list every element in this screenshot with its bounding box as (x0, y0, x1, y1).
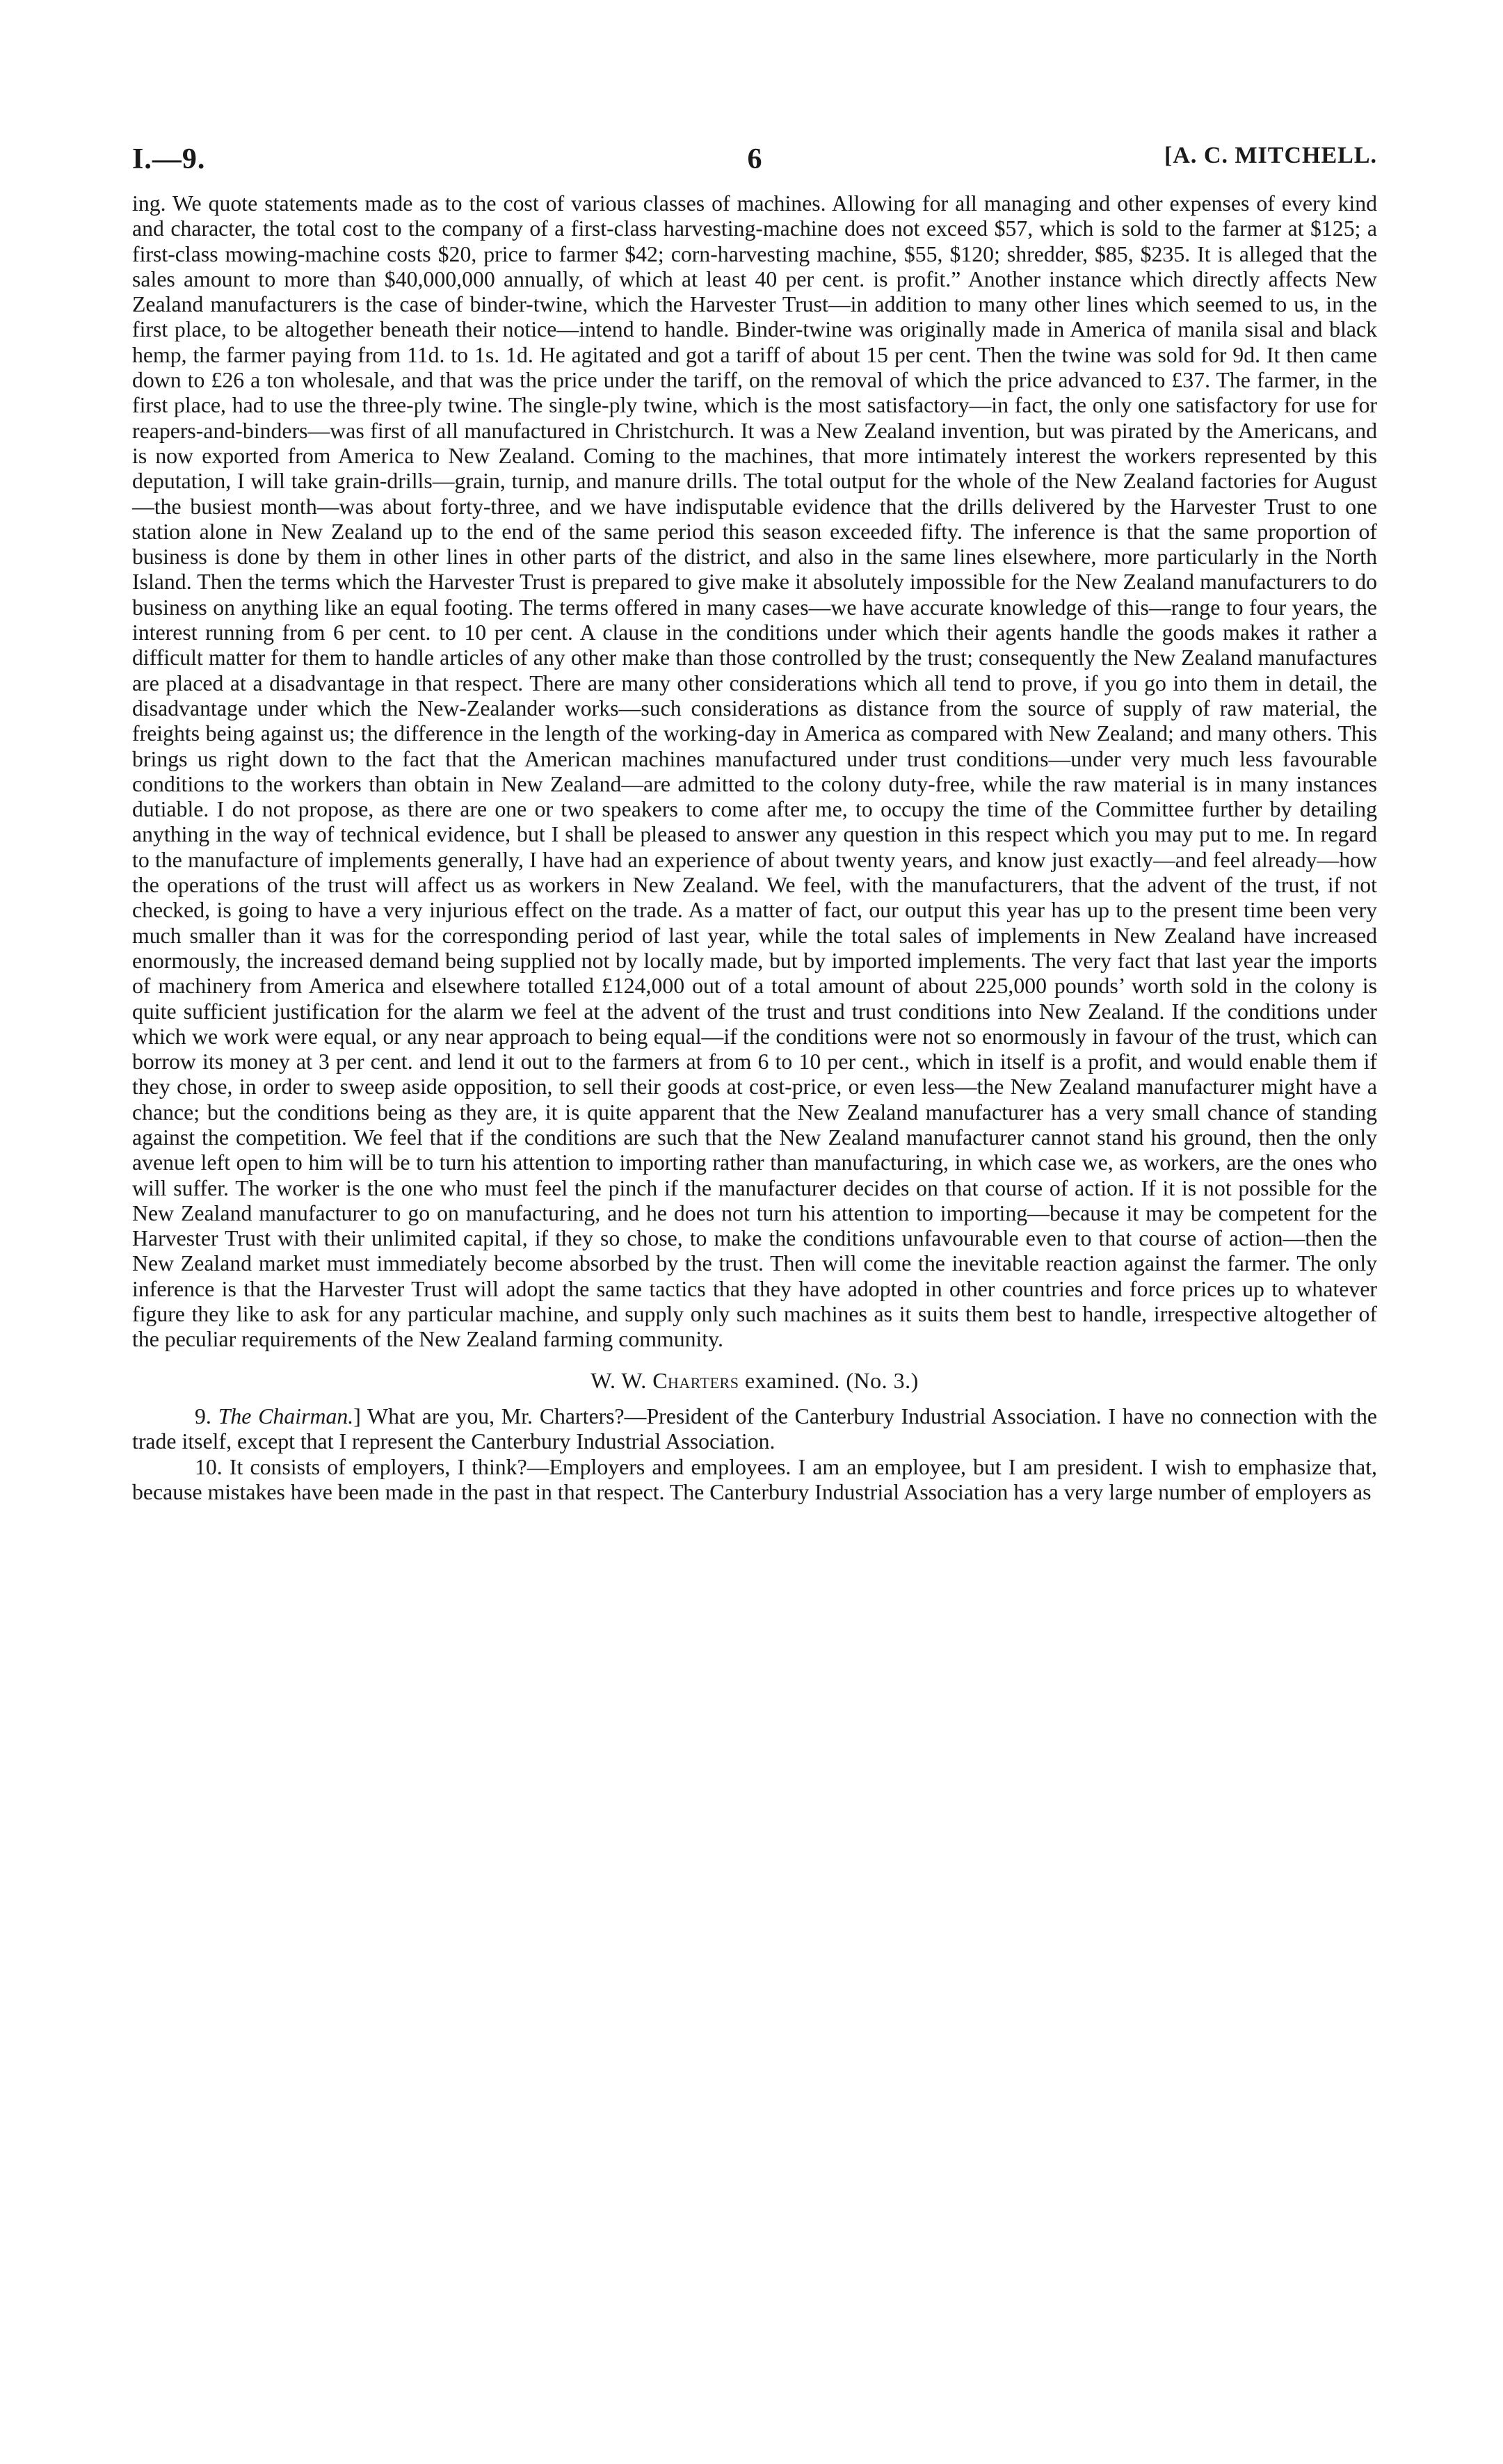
section-heading (132, 1368, 1377, 1393)
witness-name: [A. C. MITCHELL. (1164, 143, 1377, 168)
page-header (132, 143, 1377, 191)
section-suffix: examined. (744, 1367, 840, 1393)
section-initials: W. W. (590, 1367, 647, 1393)
question-10 (132, 1455, 1377, 1506)
document-page (132, 143, 1377, 1505)
question-number: 10. (195, 1454, 223, 1479)
page-number: 6 (747, 143, 762, 175)
question-text: ] What are you, Mr. Charters?—President of the Canterbury Industrial Association. I have no connection with the trade itself, except that I represent the Canterbury Industrial Association. (132, 1403, 1377, 1454)
paper-reference: I.—9. (132, 143, 206, 175)
section-surname: Charters (652, 1367, 739, 1393)
question-number: 9. (195, 1403, 211, 1428)
question-9 (132, 1404, 1377, 1455)
question-speaker: The Chairman. (218, 1403, 354, 1428)
main-paragraph: ing. We quote statements made as to the cost of various classes of machines. Allowing for all managing and other expenses of every kind and character, the total cost to the company of a first-class harvesting-machine does not exceed $57, which is sold to the farmer at $125; a first-class mowing-machine costs $20, price to farmer $42; corn-harvesting machine, $55, $120; shredder, $85, $235. It is alleged that the sales amount to more than $40,000,000 annually, of which at least 40 per cent. is profit.” Another instance which directly affects New Zealand manufacturers is the case of binder-twine, which the Harvester Trust—in addition to many other lines which seemed to us, in the first place, to be altogether beneath their notice—intend to handle. Binder-twine was originally made in America of manila sisal and black hemp, the farmer paying from 11d. to 1s. 1d. He agitated and got a tariff of about 15 per cent. Then the twine was sold for 9d. It then came down to £26 a ton wholesale, and that was the price under the tariff, on the removal of which the price advanced to £37. The farmer, in the first place, had to use the three-ply twine. The single-ply twine, which is the most satisfactory—in fact, the only one satisfactory for use for reapers-and-binders—was first of all manufactured in Christchurch. It was a New Zealand invention, but was pirated by the Americans, and is now exported from America to New Zealand. Coming to the machines, that more intimately interest the workers represented by this deputation, I will take grain-drills—grain, turnip, and manure drills. The total output for the whole of the New Zealand factories for August—the busiest month—was about forty-three, and we have indisputable evidence that the drills delivered by the Harvester Trust to one station alone in New Zealand up to the end of the same period this season exceeded fifty. The inference is that the same proportion of business is done by them in other lines in other parts of the district, and also in the same lines elsewhere, more particularly in the North Island. Then the terms which the Harvester Trust is prepared to give make it absolutely impossible for the New Zealand manufacturers to do business on anything like an equal footing. The terms offered in many cases—we have accurate knowledge of this—range to four years, the interest running from 6 per cent. to 10 per cent. A clause in the conditions under which their agents handle the goods makes it rather a difficult matter for them to handle articles of any other make than those controlled by the trust; consequently the New Zealand manufactures are placed at a disadvantage in that respect. There are many other considerations which all tend to prove, if you go into them in detail, the disadvantage under which the New-Zealander works—such considerations as distance from the source of supply of raw material, the freights being against us; the difference in the length of the working-day in America as compared with New Zealand; and many others. This brings us right down to the fact that the American machines manufactured under trust conditions—under very much less favourable conditions to the workers than obtain in New Zealand—are admitted to the colony duty-free, while the raw material is in many instances dutiable. I do not propose, as there are one or two speakers to come after me, to occupy the time of the Committee further by detailing anything in the way of technical evidence, but I shall be pleased to answer any question in this respect which you may put to me. In regard to the manufacture of implements generally, I have had an experience of about twenty years, and know just exactly—and feel already—how the operations of the trust will affect us as workers in New Zealand. We feel, with the manufacturers, that the advent of the trust, if not checked, is going to have a very injurious effect on the trade. As a matter of fact, our output this year has up to the present time been very much smaller than it was for the corresponding period of last year, while the total sales of implements in New Zealand have increased enormously, the increased demand being supplied not by locally made, but by imported implements. The very fact that last year the imports of machinery from America and elsewhere totalled £124,000 out of a total amount of about 225,000 pounds’ worth sold in the colony is quite sufficient justification for the alarm we feel at the advent of the trust and trust conditions into New Zealand. If the conditions under which we work were equal, or any near approach to being equal—if the conditions were not so enormously in favour of the trust, which can borrow its money at 3 per cent. and lend it out to the farmers at from 6 to 10 per cent., which in itself is a profit, and would enable them if they chose, in order to sweep aside opposition, to sell their goods at cost-price, or even less—the New Zealand manufacturer might have a chance; but the conditions being as they are, it is quite apparent that the New Zealand manufacturer has a very small chance of standing against the competition. We feel that if the conditions are such that the New Zealand manufacturer cannot stand his ground, then the only avenue left open to him will be to turn his attention to importing rather than manufacturing, in which case we, as workers, are the ones who will suffer. The worker is the one who must feel the pinch if the manufacturer decides on that course of action. If it is not possible for the New Zealand manufacturer to go on manufacturing, and he does not turn his attention to importing—because it may be competent for the Harvester Trust with their unlimited capital, if they so chose, to make the conditions unfavourable even to that course of action—then the New Zealand market must immediately become absorbed by the trust. Then will come the inevitable reaction against the farmer. The only inference is that the Harvester Trust will adopt the same tactics that they have adopted in other countries and force prices up to whatever figure they like to ask for any particular machine, and supply only such machines as it suits them best to handle, irrespective altogether of the peculiar requirements of the New Zealand farming community. (132, 191, 1377, 1352)
body-text (132, 191, 1377, 1505)
section-number: (No. 3.) (846, 1367, 919, 1393)
question-text: It consists of employers, I think?—Employers and employees. I am an employee, but I am president. I wish to emphasize that, because mistakes have been made in the past in that respect. The Canterbury Industrial Association has a very large number of employers as (132, 1454, 1377, 1504)
